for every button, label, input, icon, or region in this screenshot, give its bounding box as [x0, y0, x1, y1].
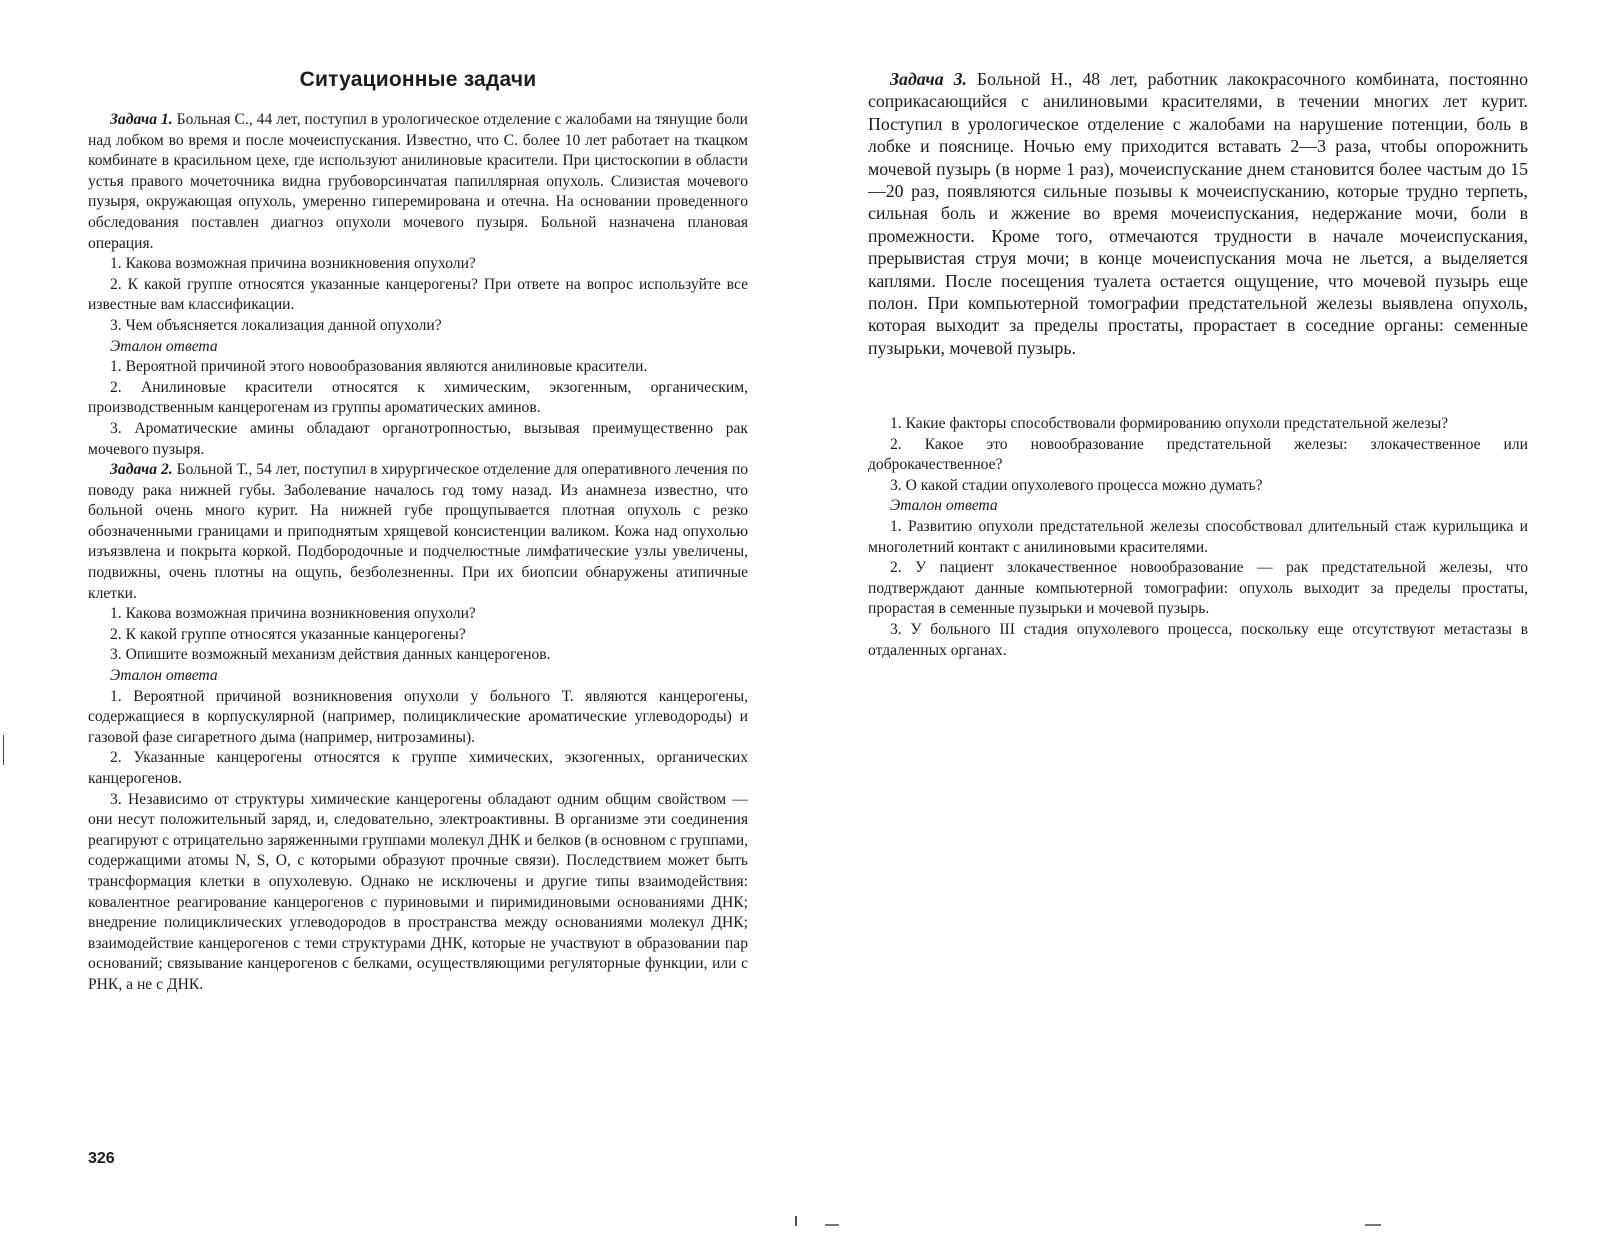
task3-question: 3. О какой стадии опухолевого процесса можно думать?: [890, 476, 1263, 494]
task3-statement: [868, 68, 1528, 359]
task1-answer: 1. Вероятной причиной этого новообразования являются анилиновые красители.: [110, 358, 648, 376]
task2-statement: [88, 460, 748, 604]
binding-mark: [3, 735, 4, 765]
task3-heading: Задача 3.: [890, 69, 967, 89]
task2-question: 3. Опишите возможный механизм действия данных канцерогенов.: [110, 646, 551, 664]
task3-answer: 1. Развитию опухоли предстательной железы способствовал длительный стаж курильщика и многолетний контакт с анилиновыми красителями.: [868, 517, 1528, 556]
section-title: Ситуационные задачи: [299, 68, 537, 91]
task3-question: 1. Какие факторы способствовали формированию опухоли предстательной железы?: [890, 415, 1449, 432]
task2-heading: Задача 2.: [110, 461, 173, 479]
task1-heading: Задача 1.: [110, 111, 173, 128]
task2-answer: 2. Указанные канцерогены относятся к группе химических, экзогенных, органических канцерогенов.: [88, 749, 748, 787]
task2-question: 1. Какова возможная причина возникновения опухоли?: [110, 605, 476, 623]
scan-edge-mark: [1365, 1224, 1381, 1226]
task3-answer: 2. У пациент злокачественное новообразование — рак предстательной железы, что подтверждают данные компьютерной томографии: опухоль выходит за пределы простаты, прорастая в семенные пузырьки и мочевой пузырь.: [868, 559, 1528, 618]
page-number: 326: [88, 1150, 115, 1167]
task1-question: 3. Чем объясняется локализация данной опухоли?: [110, 316, 442, 334]
task1-text: Больная С., 44 лет, поступил в урологическое отделение с жалобами на тянущие боли над лобком во время и после мочеиспускания. Известно, что С. более 10 лет работает на ткацком комбинате в красильном цехе, где используют анилиновые красители. При цистоскопии в области устья правого мочеточника видна грубоворсинчатая папиллярная опухоль. Слизистая мочевого пузыря, окружающая опухоль, умеренно гиперемирована и отечна. На основании проведенного обследования поставлен диагноз опухоли мочевого пузыря. Больной назначена плановая операция.: [88, 111, 748, 252]
task3-question: 2. Какое это новообразование предстательной железы: злокачественное или доброкачественное?: [868, 435, 1528, 474]
task3-text: Больной Н., 48 лет, работник лакокрасочного комбината, постоянно соприкасающийся с анилиновыми красителями, в течении многих лет курит. Поступил в урологическое отделение с жалобами на нарушение потенции, боль в лобке и пояснице. Ночью ему приходится вставать 2—3 раза, чтобы опорожнить мочевой пузырь (в норме 1 раз), мочеиспускание днем становится более частым до 15—20 раз, появляются сильные позывы к мочеиспусканию, которые трудно терпеть, сильная боль и жжение во время мочеиспускания, недержание мочи, боли в промежности. Кроме того, отмечаются трудности в начале мочеиспускания, прерывистая струя мочи; в конце мочеиспускания моча не льется, а выделяется каплями. После посещения туалета остается ощущение, что мочевой пузырь еще полон. При компьютерной томографии предстательной железы выявлена опухоль, которая выходит за пределы простаты, прорастает в соседние органы: семенные пузырьки, мочевой пузырь.: [868, 69, 1528, 358]
gutter-mark: [795, 1216, 797, 1226]
task2-answer-label: Эталон ответа: [110, 667, 218, 685]
task1-question: 2. К какой группе относятся указанные канцерогены? При ответе на вопрос используйте все известные вам классификации.: [88, 275, 748, 314]
scan-edge-mark: [825, 1224, 839, 1226]
task2-answer: 3. Независимо от структуры химические канцерогены обладают одним общим свойством — они несут положительный заряд, и, следовательно, электроактивны. В организме эти соединения реагируют с отрицательно заряженными группами молекул ДНК и белков (в основном с группами, содержащими атомы N, S, O, с которыми образуют прочные связи). Последствием может быть трансформация клетки в опухолевую. Однако не исключены и другие типы взаимодействия: ковалентное реагирование канцерогенов с пуриновыми и пиримидиновыми основаниями ДНК; внедрение полициклических углеводородов в пространства между основаниями молекул ДНК; взаимодействие канцерогенов с теми структурами ДНК, которые не участвуют в образовании пар оснований; связывание канцерогенов с белками, осуществляющими регуляторные функции, или с РНК, а не с ДНК.: [88, 790, 748, 993]
task1-answer-label: Эталон ответа: [110, 337, 218, 355]
right-page: [800, 0, 1600, 1234]
task2-question: 2. К какой группе относятся указанные канцерогены?: [110, 625, 466, 643]
task1-statement: [88, 110, 748, 254]
task3-answer-label: Эталон ответа: [890, 497, 998, 515]
task1-answer: 3. Ароматические амины обладают органотропностью, вызывая преимущественно рак мочевого пузыря.: [88, 419, 748, 458]
right-column-questions: [868, 414, 1528, 661]
task1-answer: 2. Анилиновые красители относятся к химическим, экзогенным, органическим, производственным канцерогенам из группы ароматических аминов.: [88, 378, 748, 417]
task2-answer: 1. Вероятной причиной возникновения опухоли у больного Т. являются канцерогены, содержащиеся в корпускулярной (например, полициклические ароматические углеводороды) и газовой фазе сигаретного дыма (например, нитрозамины).: [88, 687, 748, 746]
task1-question: 1. Какова возможная причина возникновения опухоли?: [110, 255, 476, 273]
task2-text: Больной Т., 54 лет, поступил в хирургическое отделение для оперативного лечения по поводу рака нижней губы. Заболевание началось год тому назад. Из анамнеза известно, что больной очень много курит. На нижней губе прощупывается плотная опухоль с резко обозначенными границами и приподнятым хрящевой консистенции валиком. Кожа над опухолью изъязвлена и покрыта коркой. Подбородочные и подчелюстные лимфатические узлы увеличены, подвижны, очень плотны на ощупь, безболезненны. При их биопсии обнаружены атипичные клетки.: [88, 461, 749, 602]
left-column: [88, 68, 748, 996]
task3-answer: 3. У больного III стадия опухолевого процесса, поскольку еще отсутствуют метастазы в отдаленных органах.: [868, 620, 1528, 659]
right-column: [868, 68, 1528, 359]
